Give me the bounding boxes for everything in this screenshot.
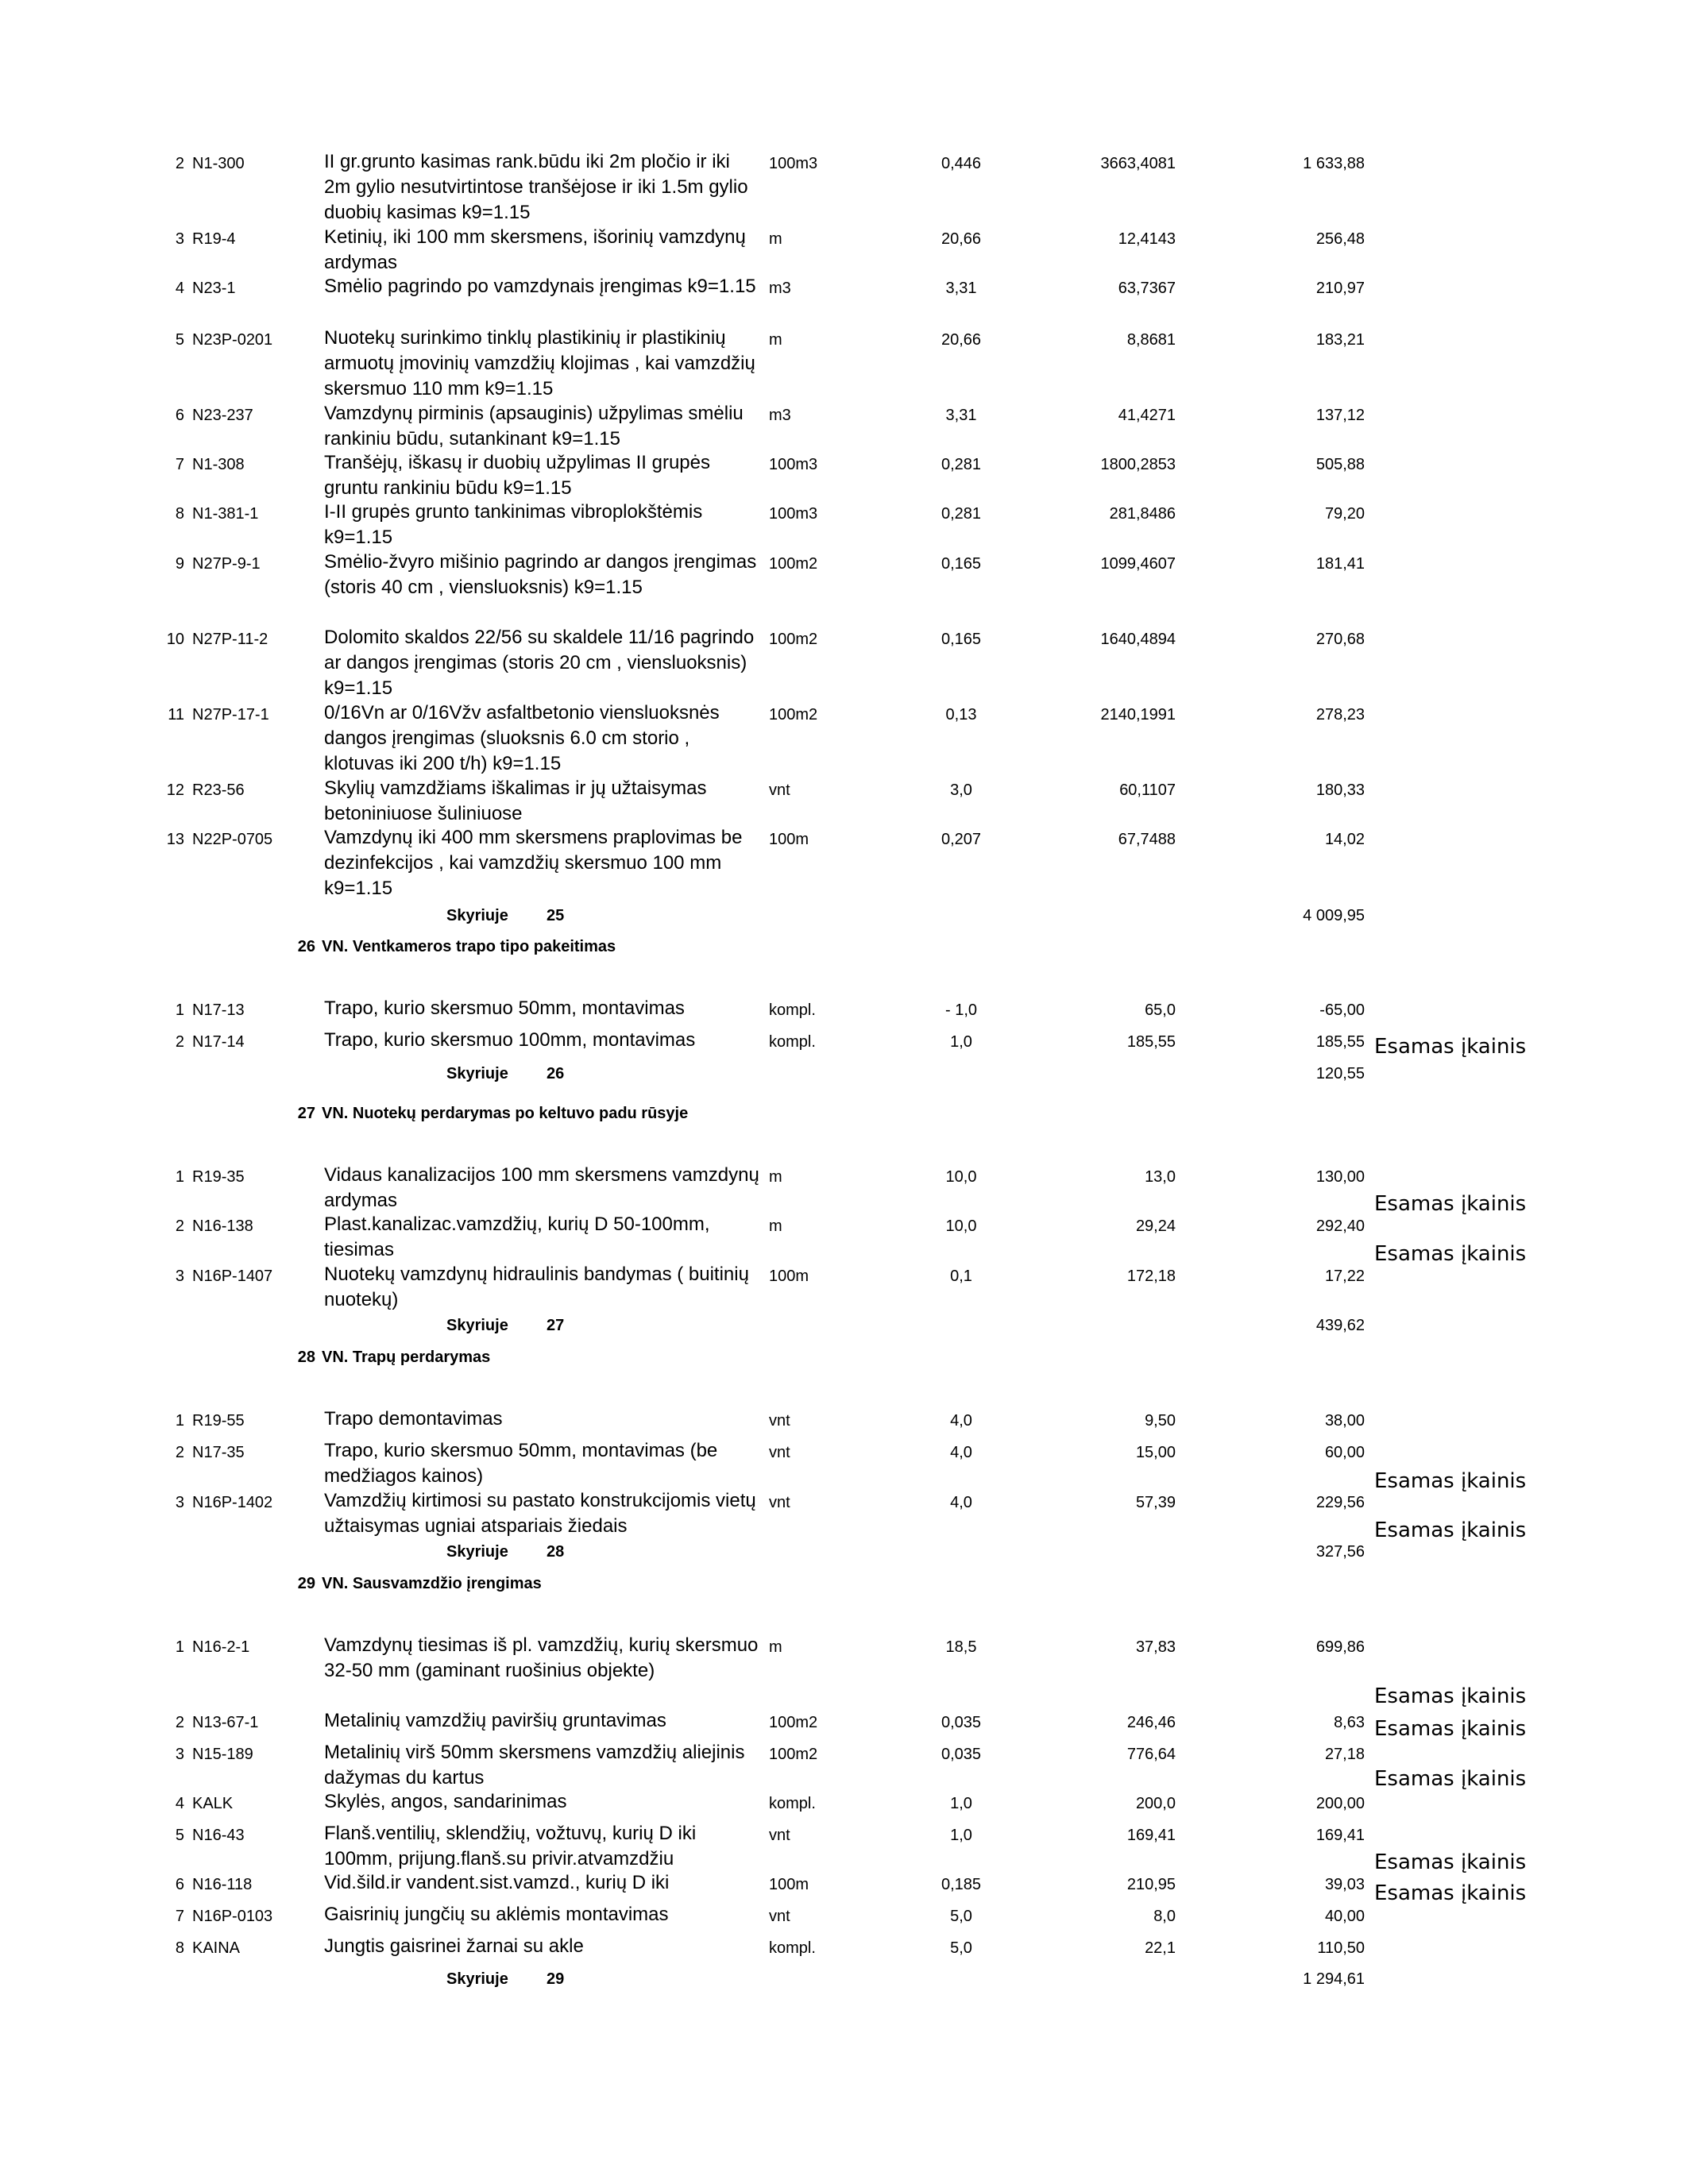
item-unit-price: 15,00 xyxy=(1135,1444,1176,1461)
item-unit: 100m xyxy=(769,831,809,848)
item-unit: m xyxy=(769,1168,782,1186)
item-unit: 100m xyxy=(769,1268,809,1285)
row-number: 1 xyxy=(175,1638,184,1656)
item-code: N16-43 xyxy=(192,1827,245,1844)
item-total: 699,86 xyxy=(1315,1638,1365,1656)
item-unit: vnt xyxy=(769,1827,790,1844)
item-quantity: 1,0 xyxy=(950,1033,972,1051)
row-number: 8 xyxy=(175,505,184,523)
row-number: 2 xyxy=(175,1033,184,1051)
item-quantity: 0,207 xyxy=(941,831,982,848)
item-quantity: 0,035 xyxy=(941,1714,982,1731)
item-quantity: 0,1 xyxy=(950,1268,972,1285)
row-number: 4 xyxy=(175,1795,184,1812)
item-unit-price: 9,50 xyxy=(1145,1412,1176,1430)
item-description: II gr.grunto kasimas rank.būdu iki 2m pločio ir iki 2m gylio nesutvirtintose tranšėjose ir iki 1.5m gylio duobių kasimas k9=1.15 xyxy=(324,151,748,223)
row-number: 7 xyxy=(175,1908,184,1925)
item-unit: 100m2 xyxy=(769,706,818,723)
item-code: N16P-1402 xyxy=(192,1494,273,1511)
item-description: Skylių vamzdžiams iškalimas ir jų užtaisymas betoniniuose šuliniuose xyxy=(324,778,707,824)
row-number: 2 xyxy=(175,1217,184,1235)
item-code: N27P-11-2 xyxy=(192,631,268,648)
section-title: VN. Trapų perdarymas xyxy=(322,1349,491,1366)
existing-rate-note: Esamas įkainis xyxy=(1374,1242,1527,1266)
item-unit: m xyxy=(769,1217,782,1235)
item-quantity: - 1,0 xyxy=(944,1001,978,1019)
item-total: 14,02 xyxy=(1324,831,1365,848)
row-number: 6 xyxy=(175,407,184,424)
item-unit-price: 8,8681 xyxy=(1126,331,1176,349)
item-quantity: 0,185 xyxy=(941,1876,982,1893)
item-description: Metalinių virš 50mm skersmens vamzdžių aliejinis dažymas du kartus xyxy=(324,1742,745,1788)
item-quantity: 3,31 xyxy=(945,407,977,424)
item-total: 181,41 xyxy=(1315,555,1365,573)
item-code: N13-67-1 xyxy=(192,1714,259,1731)
item-code: R23-56 xyxy=(192,781,245,799)
existing-rate-note: Esamas įkainis xyxy=(1374,1518,1527,1542)
item-quantity: 18,5 xyxy=(945,1638,977,1656)
subtotal-section: 25 xyxy=(547,907,565,924)
item-description: Dolomito skaldos 22/56 su skaldele 11/16 pagrindo ar dangos įrengimas (storis 20 cm , viensluoksnis) k9=1.15 xyxy=(324,627,755,699)
item-unit: 100m3 xyxy=(769,505,818,523)
subtotal-label: Skyriuje xyxy=(446,1970,508,1988)
item-unit-price: 41,4271 xyxy=(1118,407,1176,424)
item-code: N16P-0103 xyxy=(192,1908,273,1925)
subtotal-total: 4 009,95 xyxy=(1303,907,1365,924)
item-total: 1 633,88 xyxy=(1303,155,1365,172)
section-number: 27 xyxy=(297,1105,315,1122)
item-description: Vamzdynų tiesimas iš pl. vamzdžių, kurių skersmuo 32-50 mm (gaminant ruošinius objekte) xyxy=(324,1634,759,1681)
item-description: Nuotekų vamzdynų hidraulinis bandymas ( buitinių nuotekų) xyxy=(324,1264,749,1310)
row-number: 13 xyxy=(166,831,184,848)
row-number: 4 xyxy=(175,280,184,297)
row-number: 7 xyxy=(175,456,184,473)
item-total: -65,00 xyxy=(1319,1001,1365,1019)
item-quantity: 5,0 xyxy=(950,1908,972,1925)
existing-rate-note: Esamas įkainis xyxy=(1374,1881,1527,1905)
section-title: VN. Sausvamzdžio įrengimas xyxy=(322,1575,542,1592)
item-unit: kompl. xyxy=(769,1795,816,1812)
item-unit-price: 37,83 xyxy=(1135,1638,1176,1656)
item-unit: m xyxy=(769,230,782,248)
existing-rate-note: Esamas įkainis xyxy=(1374,1767,1527,1791)
item-description: Gaisrinių jungčių su aklėmis montavimas xyxy=(324,1904,669,1925)
item-total: 17,22 xyxy=(1324,1268,1365,1285)
item-total: 180,33 xyxy=(1315,781,1365,799)
item-total: 278,23 xyxy=(1315,706,1365,723)
item-unit-price: 22,1 xyxy=(1145,1939,1176,1957)
item-total: 39,03 xyxy=(1324,1876,1365,1893)
row-number: 1 xyxy=(175,1168,184,1186)
item-total: 79,20 xyxy=(1324,505,1365,523)
existing-rate-note: Esamas įkainis xyxy=(1374,1850,1527,1874)
item-unit-price: 1800,2853 xyxy=(1100,456,1176,473)
section-number: 29 xyxy=(297,1575,315,1592)
item-unit-price: 63,7367 xyxy=(1118,280,1176,297)
subtotal-total: 327,56 xyxy=(1315,1543,1365,1561)
item-unit: vnt xyxy=(769,781,790,799)
item-code: N1-381-1 xyxy=(192,505,259,523)
item-unit-price: 1099,4607 xyxy=(1100,555,1176,573)
section-number: 26 xyxy=(297,938,315,955)
item-unit-price: 60,1107 xyxy=(1119,781,1176,799)
item-quantity: 0,281 xyxy=(941,505,982,523)
item-total: 169,41 xyxy=(1315,1827,1365,1844)
row-number: 12 xyxy=(166,781,184,799)
item-quantity: 0,446 xyxy=(941,155,982,172)
item-quantity: 3,0 xyxy=(950,781,972,799)
item-total: 505,88 xyxy=(1315,456,1365,473)
item-unit: m xyxy=(769,1638,782,1656)
item-total: 256,48 xyxy=(1315,230,1365,248)
item-description: Tranšėjų, iškasų ir duobių užpylimas II grupės gruntu rankiniu būdu k9=1.15 xyxy=(324,452,710,499)
item-code: N17-35 xyxy=(192,1444,245,1461)
subtotal-total: 439,62 xyxy=(1315,1317,1365,1334)
row-number: 3 xyxy=(175,230,184,248)
item-total: 185,55 xyxy=(1315,1033,1365,1051)
item-unit-price: 29,24 xyxy=(1135,1217,1176,1235)
item-description: Metalinių vamzdžių paviršių gruntavimas xyxy=(324,1710,666,1731)
item-total: 183,21 xyxy=(1315,331,1365,349)
item-quantity: 0,165 xyxy=(941,631,982,648)
item-description: 0/16Vn ar 0/16Vžv asfaltbetonio viensluoksnės dangos įrengimas (sluoksnis 6.0 cm storio , klotuvas iki 200 t/h) k9=1.15 xyxy=(324,702,720,774)
subtotal-label: Skyriuje xyxy=(446,1543,508,1561)
item-total: 60,00 xyxy=(1324,1444,1365,1461)
existing-rate-note: Esamas įkainis xyxy=(1374,1717,1527,1741)
row-number: 3 xyxy=(175,1268,184,1285)
subtotal-total: 120,55 xyxy=(1315,1065,1365,1082)
item-code: N23-1 xyxy=(192,280,236,297)
section-number: 28 xyxy=(297,1349,315,1366)
item-quantity: 0,281 xyxy=(941,456,982,473)
item-total: 292,40 xyxy=(1315,1217,1365,1235)
item-code: N16-2-1 xyxy=(192,1638,250,1656)
item-unit-price: 200,0 xyxy=(1135,1795,1176,1812)
item-code: R19-35 xyxy=(192,1168,245,1186)
item-quantity: 10,0 xyxy=(945,1217,977,1235)
item-quantity: 3,31 xyxy=(945,280,977,297)
row-number: 3 xyxy=(175,1494,184,1511)
item-description: Nuotekų surinkimo tinklų plastikinių ir plastikinių armuotų įmovinių vamzdžių klojimas , kai vamzdžių skersmuo 110 mm k9=1.15 xyxy=(324,327,755,399)
item-code: N15-189 xyxy=(192,1746,253,1763)
item-description: Trapo, kurio skersmuo 100mm, montavimas xyxy=(324,1029,696,1051)
item-unit: 100m xyxy=(769,1876,809,1893)
row-number: 11 xyxy=(168,706,184,723)
item-quantity: 20,66 xyxy=(941,230,982,248)
item-quantity: 4,0 xyxy=(950,1412,972,1430)
item-unit-price: 210,95 xyxy=(1126,1876,1176,1893)
item-quantity: 5,0 xyxy=(950,1939,972,1957)
item-unit: kompl. xyxy=(769,1001,816,1019)
item-code: N17-13 xyxy=(192,1001,245,1019)
item-description: Ketinių, iki 100 mm skersmens, išorinių vamzdynų ardymas xyxy=(324,226,746,273)
item-description: Flanš.ventilių, sklendžių, vožtuvų, kurių D iki 100mm, prijung.flanš.su privir.atvamzdžiu xyxy=(324,1823,697,1870)
row-number: 1 xyxy=(175,1001,184,1019)
item-description: Trapo demontavimas xyxy=(324,1408,503,1430)
item-code: KALK xyxy=(192,1795,234,1812)
item-unit: 100m2 xyxy=(769,1714,818,1731)
subtotal-section: 27 xyxy=(547,1317,565,1334)
item-description: Smėlio-žvyro mišinio pagrindo ar dangos įrengimas (storis 40 cm , viensluoksnis) k9=1.15 xyxy=(324,551,757,598)
item-unit: 100m2 xyxy=(769,631,818,648)
item-unit-price: 13,0 xyxy=(1145,1168,1176,1186)
row-number: 9 xyxy=(175,555,184,573)
item-code: N16P-1407 xyxy=(192,1268,273,1285)
subtotal-label: Skyriuje xyxy=(446,907,508,924)
item-unit: 100m3 xyxy=(769,155,818,172)
item-description: Vidaus kanalizacijos 100 mm skersmens vamzdynų ardymas xyxy=(324,1164,759,1211)
item-quantity: 4,0 xyxy=(950,1444,972,1461)
item-quantity: 0,13 xyxy=(945,706,977,723)
item-unit-price: 57,39 xyxy=(1135,1494,1176,1511)
item-description: I-II grupės grunto tankinimas vibroplokštėmis k9=1.15 xyxy=(324,501,703,548)
item-total: 210,97 xyxy=(1315,280,1365,297)
row-number: 6 xyxy=(175,1876,184,1893)
row-number: 1 xyxy=(175,1412,184,1430)
item-code: N1-308 xyxy=(192,456,245,473)
item-quantity: 20,66 xyxy=(941,331,982,349)
item-unit-price: 3663,4081 xyxy=(1100,155,1176,172)
item-total: 110,50 xyxy=(1317,1939,1365,1957)
item-total: 38,00 xyxy=(1324,1412,1365,1430)
item-code: N23P-0201 xyxy=(192,331,273,349)
item-unit: vnt xyxy=(769,1444,790,1461)
item-total: 137,12 xyxy=(1315,407,1365,424)
item-quantity: 10,0 xyxy=(945,1168,977,1186)
item-unit: vnt xyxy=(769,1412,790,1430)
item-unit: 100m2 xyxy=(769,1746,818,1763)
row-number: 5 xyxy=(175,331,184,349)
row-number: 2 xyxy=(175,1444,184,1461)
item-description: Vamzdynų iki 400 mm skersmens praplovimas be dezinfekcijos , kai vamzdžių skersmuo 100 mm k9=1.15 xyxy=(324,827,743,899)
item-description: Skylės, angos, sandarinimas xyxy=(324,1791,567,1812)
item-unit-price: 169,41 xyxy=(1126,1827,1176,1844)
section-title: VN. Ventkameros trapo tipo pakeitimas xyxy=(322,938,616,955)
section-title: VN. Nuotekų perdarymas po keltuvo padu rūsyje xyxy=(322,1105,689,1122)
subtotal-section: 28 xyxy=(547,1543,565,1561)
item-quantity: 0,035 xyxy=(941,1746,982,1763)
item-description: Smėlio pagrindo po vamzdynais įrengimas k9=1.15 xyxy=(324,276,756,297)
item-quantity: 0,165 xyxy=(941,555,982,573)
item-description: Vamzdžių kirtimosi su pastato konstrukcijomis vietų užtaisymas ugniai atspariais žiedais xyxy=(324,1490,756,1537)
item-quantity: 1,0 xyxy=(950,1795,972,1812)
row-number: 10 xyxy=(166,631,184,648)
item-unit-price: 65,0 xyxy=(1145,1001,1176,1019)
item-description: Trapo, kurio skersmuo 50mm, montavimas (be medžiagos kainos) xyxy=(324,1440,718,1487)
item-unit-price: 281,8486 xyxy=(1109,505,1176,523)
item-quantity: 4,0 xyxy=(950,1494,972,1511)
item-total: 27,18 xyxy=(1324,1746,1365,1763)
item-total: 130,00 xyxy=(1315,1168,1365,1186)
item-total: 200,00 xyxy=(1315,1795,1365,1812)
item-code: N17-14 xyxy=(192,1033,245,1051)
item-code: R19-4 xyxy=(192,230,236,248)
item-code: N16-138 xyxy=(192,1217,253,1235)
item-total: 8,63 xyxy=(1334,1714,1365,1731)
item-unit-price: 67,7488 xyxy=(1118,831,1176,848)
existing-rate-note: Esamas įkainis xyxy=(1374,1192,1527,1216)
item-code: N1-300 xyxy=(192,155,245,172)
item-unit-price: 185,55 xyxy=(1126,1033,1176,1051)
row-number: 3 xyxy=(175,1746,184,1763)
existing-rate-note: Esamas įkainis xyxy=(1374,1469,1527,1493)
item-unit: 100m3 xyxy=(769,456,818,473)
subtotal-label: Skyriuje xyxy=(446,1065,508,1082)
item-unit-price: 2140,1991 xyxy=(1100,706,1176,723)
item-unit: m3 xyxy=(769,280,791,297)
item-code: KAINA xyxy=(192,1939,241,1957)
item-code: N27P-17-1 xyxy=(192,706,269,723)
row-number: 2 xyxy=(175,1714,184,1731)
item-unit: 100m2 xyxy=(769,555,818,573)
item-code: R19-55 xyxy=(192,1412,245,1430)
item-code: N23-237 xyxy=(192,407,253,424)
item-unit-price: 1640,4894 xyxy=(1100,631,1176,648)
subtotal-total: 1 294,61 xyxy=(1303,1970,1365,1988)
item-description: Vid.šild.ir vandent.sist.vamzd., kurių D iki xyxy=(324,1872,670,1893)
item-description: Vamzdynų pirminis (apsauginis) užpylimas smėliu rankiniu būdu, sutankinant k9=1.15 xyxy=(324,403,744,450)
existing-rate-note: Esamas įkainis xyxy=(1374,1684,1527,1708)
row-number: 8 xyxy=(175,1939,184,1957)
item-description: Plast.kanalizac.vamzdžių, kurių D 50-100mm, tiesimas xyxy=(324,1214,710,1260)
item-total: 270,68 xyxy=(1315,631,1365,648)
item-unit-price: 776,64 xyxy=(1126,1746,1176,1763)
item-unit-price: 12,4143 xyxy=(1118,230,1176,248)
item-unit: kompl. xyxy=(769,1033,816,1051)
item-unit-price: 8,0 xyxy=(1153,1908,1176,1925)
item-code: N27P-9-1 xyxy=(192,555,261,573)
item-total: 40,00 xyxy=(1324,1908,1365,1925)
item-unit: kompl. xyxy=(769,1939,816,1957)
item-unit: vnt xyxy=(769,1494,790,1511)
item-unit: m3 xyxy=(769,407,791,424)
item-total: 229,56 xyxy=(1315,1494,1365,1511)
item-description: Trapo, kurio skersmuo 50mm, montavimas xyxy=(324,997,685,1019)
subtotal-section: 26 xyxy=(547,1065,565,1082)
subtotal-label: Skyriuje xyxy=(446,1317,508,1334)
item-description: Jungtis gaisrinei žarnai su akle xyxy=(324,1935,584,1957)
item-unit-price: 246,46 xyxy=(1126,1714,1176,1731)
item-unit: vnt xyxy=(769,1908,790,1925)
item-code: N22P-0705 xyxy=(192,831,273,848)
row-number: 5 xyxy=(175,1827,184,1844)
existing-rate-note: Esamas įkainis xyxy=(1374,1035,1527,1059)
subtotal-section: 29 xyxy=(547,1970,565,1988)
item-quantity: 1,0 xyxy=(950,1827,972,1844)
row-number: 2 xyxy=(175,155,184,172)
item-code: N16-118 xyxy=(192,1876,253,1893)
item-unit: m xyxy=(769,331,782,349)
item-unit-price: 172,18 xyxy=(1126,1268,1176,1285)
